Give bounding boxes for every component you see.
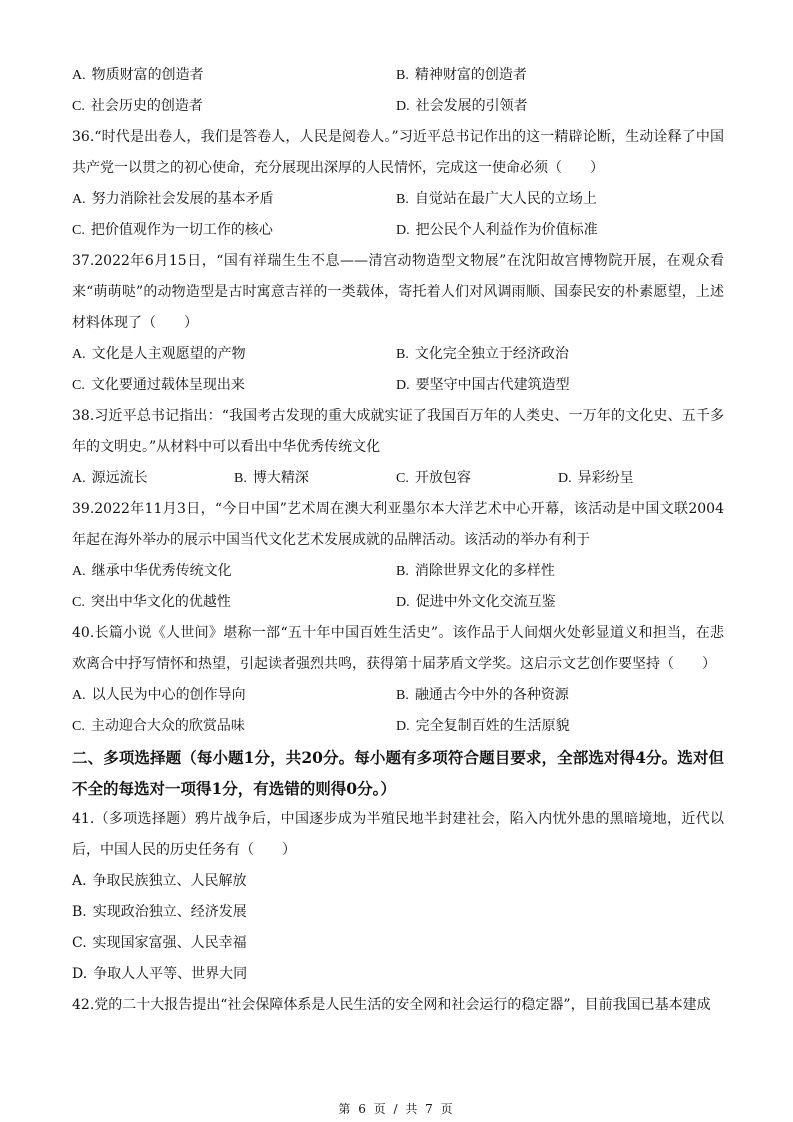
option-key: A. [72,688,86,703]
option-d [396,91,720,122]
option-a [72,556,396,587]
option-text: 异彩纷呈 [577,470,634,486]
option-key: B. [396,688,409,703]
option-text: 开放包容 [414,470,471,486]
option-key: C. [396,471,409,486]
option-text: 文化要通过载体呈现出来 [90,377,245,393]
question-text: 长篇小说《人世间》堪称一部“五十年中国百姓生活史”。该作品于人间烟火处彰显道义和担当，在悲欢离合中抒写情怀和热望，引起读者强烈共鸣，获得第十届茅盾文学奖。这启示文艺创作要坚持（ ） [72,625,724,672]
question-text: （多项选择题）鸦片战争后，中国逐步成为半殖民地半封建社会，陷入内忧外患的黑暗境地，近代以后，中国人民的历史任务有（ ） [72,811,724,858]
options-row [72,587,724,618]
option-a [72,866,724,897]
option-key: B. [396,347,409,362]
option-text: 实现政治独立、经济发展 [92,904,247,920]
option-key: D. [558,471,572,486]
question-stem [72,246,724,339]
option-b [72,897,724,928]
question-text: 2022年11月3日，“今日中国”艺术周在澳大利亚墨尔本大洋艺术中心开幕，该活动是中国文联2004年起在海外举办的展示中国当代文化艺术发展成就的品牌活动。该活动的举办有利于 [72,501,724,548]
option-text: 把公民个人利益作为价值标准 [415,222,598,238]
option-d [396,370,720,401]
option-d [72,959,724,990]
options-row [72,556,724,587]
question-number: 38. [72,408,95,424]
options-row [72,60,724,91]
option-key: D. [396,719,410,734]
option-key: C. [72,935,87,951]
option-text: 要坚守中国古代建筑造型 [415,377,570,393]
question-number: 40. [72,625,95,641]
option-c [72,928,724,959]
option-text: 文化是人主观愿望的产物 [91,346,246,362]
question-37 [72,246,724,401]
option-key: A. [72,564,86,579]
option-text: 以人民为中心的创作导向 [91,687,246,703]
option-text: 文化完全独立于经济政治 [414,346,569,362]
option-text: 继承中华优秀传统文化 [91,563,232,579]
option-c [396,463,558,494]
question-number: 39. [72,501,95,517]
option-text: 突出中华文化的优越性 [90,594,231,610]
question-number: 42. [72,997,95,1013]
option-key: D. [396,378,410,393]
option-key: C. [72,719,85,734]
question-text: 2022年6月15日，“国有祥瑞生生不息——清宫动物造型文物展”在沈阳故宫博物院开展，在观众看来“萌萌哒”的动物造型是古时寓意吉祥的一类载体，寄托着人们对风调雨顺、国泰民安的朴素愿望，上述材料体现了（ ） [72,253,724,331]
option-c [72,91,396,122]
option-text: 把价值观作为一切工作的核心 [90,222,273,238]
option-text: 社会发展的引领者 [415,98,528,114]
option-text: 博大精深 [252,470,309,486]
option-key: B. [234,471,247,486]
option-text: 社会历史的创造者 [90,98,203,114]
question-number: 36. [72,129,95,145]
exam-page [72,60,724,1021]
question-text: 党的二十大报告提出“社会保障体系是人民生活的安全网和社会运行的稳定器”，目前我国已基本建成 [94,997,711,1013]
option-b [396,60,720,91]
option-text: 促进中外文化交流互鉴 [415,594,556,610]
question-number: 37. [72,253,95,269]
option-key: A. [72,471,86,486]
option-b [396,680,720,711]
option-key: D. [396,99,410,114]
question-stem [72,494,724,556]
page-footer: 第 6 页 / 共 7 页 [338,1102,455,1116]
options-row [72,91,724,122]
option-key: A. [72,68,86,83]
option-text: 实现国家富强、人民幸福 [92,935,247,951]
option-a [72,680,396,711]
option-text: 物质财富的创造者 [91,67,204,83]
option-key: D. [396,595,410,610]
option-key: A. [72,347,86,362]
option-key: B. [396,564,409,579]
question-42 [72,990,724,1021]
options-row [72,339,724,370]
question-39 [72,494,724,618]
option-text: 争取人人平等、世界大同 [93,966,248,982]
question-36 [72,122,724,246]
question-41 [72,804,724,990]
options-row [72,370,724,401]
section-heading: 二、多项选择题（每小题1分，共20分。每小题有多项符合题目要求，全部选对得4分。选对但不全的每选对一项得1分，有选错的则得0分。） [72,748,724,798]
question-38 [72,401,724,494]
option-d [396,215,720,246]
option-key: C. [72,378,85,393]
option-text: 自觉站在最广大人民的立场上 [414,191,597,207]
option-a [72,184,396,215]
option-a [72,60,396,91]
option-c [72,215,396,246]
options-row [72,463,724,494]
question-stem [72,618,724,680]
option-b [234,463,396,494]
options-row [72,711,724,742]
option-key: B. [72,904,87,920]
option-text: 消除世界文化的多样性 [414,563,555,579]
option-key: C. [72,223,85,238]
options-row [72,680,724,711]
option-b [396,556,720,587]
option-c [72,711,396,742]
option-a [72,463,234,494]
option-key: C. [72,99,85,114]
option-key: D. [72,966,88,982]
option-b [396,184,720,215]
option-key: C. [72,595,85,610]
question-stem [72,401,724,463]
option-key: A. [72,873,87,889]
option-a [72,339,396,370]
option-d [396,711,720,742]
option-text: 精神财富的创造者 [414,67,527,83]
option-c [72,370,396,401]
question-40 [72,618,724,742]
option-text: 争取民族独立、人民解放 [92,873,247,889]
option-text: 努力消除社会发展的基本矛盾 [91,191,274,207]
question-text: “时代是出卷人，我们是答卷人，人民是阅卷人。”习近平总书记作出的这一精辟论断，生动诠释了中国共产党一以贯之的初心使命，充分展现出深厚的人民情怀，完成这一使命必须（ ） [72,129,724,176]
option-key: D. [396,223,410,238]
option-text: 源远流长 [91,470,148,486]
option-key: A. [72,192,86,207]
option-c [72,587,396,618]
question-stem [72,122,724,184]
question-stem [72,804,724,866]
option-text: 融通古今中外的各种资源 [414,687,569,703]
question-stem [72,990,724,1021]
question-number: 41. [72,811,95,827]
option-text: 完全复制百姓的生活原貌 [415,718,570,734]
option-b [396,339,720,370]
option-key: B. [396,192,409,207]
question-text: 习近平总书记指出：“我国考古发现的重大成就实证了我国百万年的人类史、一万年的文化史、五千多年的文明史。”从材料中可以看出中华优秀传统文化 [72,408,724,455]
options-row [72,184,724,215]
option-text: 主动迎合大众的欣赏品味 [90,718,245,734]
options-row [72,215,724,246]
option-key: B. [396,68,409,83]
option-d [558,463,720,494]
option-d [396,587,720,618]
